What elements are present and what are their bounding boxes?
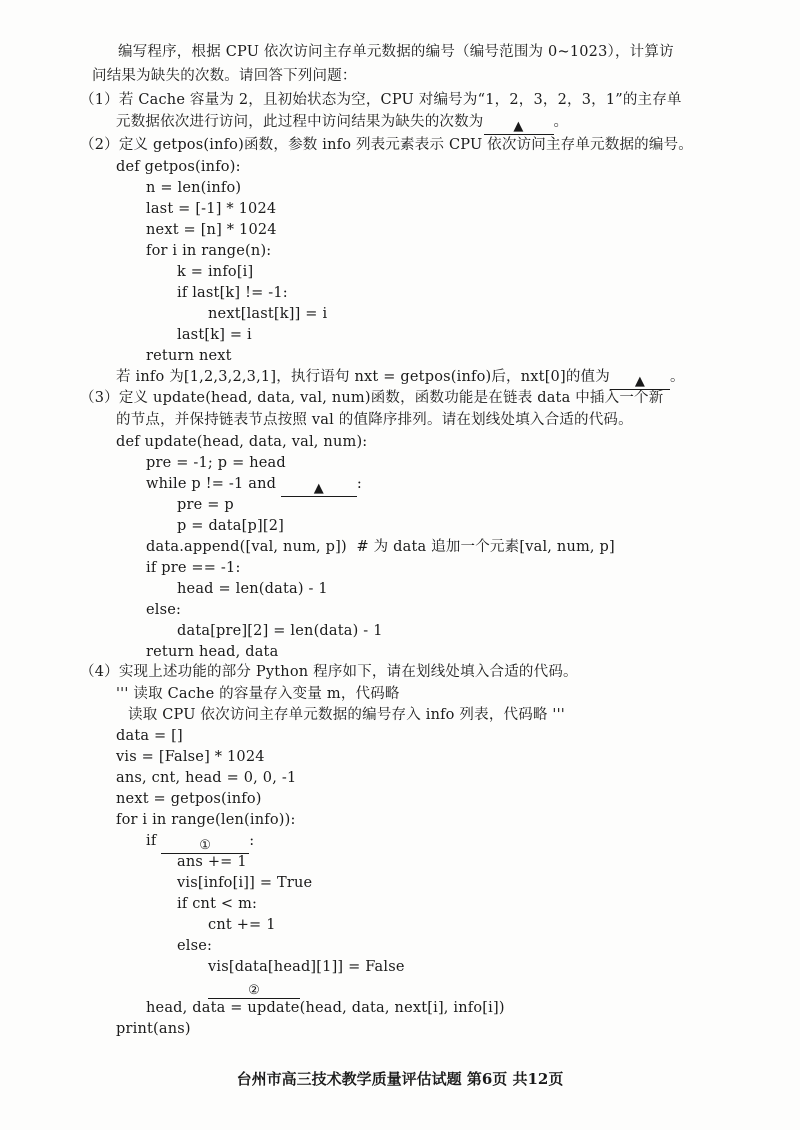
q2-after-prefix: 若 info 为[1,2,3,2,3,1]，执行语句 nxt = getpos(info)后，nxt[0]的值为 — [116, 369, 610, 385]
q1-answer-blank[interactable] — [484, 116, 554, 135]
q1-line-2-prefix: 元数据依次进行访问，此过程中访问结果为缺失的次数为 — [116, 114, 484, 130]
q4-if-prefix: if — [146, 833, 162, 849]
intro-line-1: 编写程序，根据 CPU 依次访问主存单元数据的编号（编号范围为 0~1023），计算访 — [118, 44, 674, 60]
q1-line-2 — [116, 112, 568, 135]
q2-after-line — [116, 367, 685, 390]
q4-blank-2[interactable] — [208, 980, 300, 999]
q4-code-line: ans += 1 — [177, 854, 247, 870]
triangle-icon: ▲ — [634, 374, 646, 389]
q2-after-suffix: 。 — [669, 369, 685, 385]
q4-code-line: vis[data[head][1]] = False — [208, 959, 405, 975]
triangle-icon: ▲ — [313, 481, 324, 496]
q2-code-line: k = info[i] — [177, 264, 254, 280]
q3-code-line: data[pre][2] = len(data) - 1 — [177, 623, 383, 639]
q4-code-line: vis = [False] * 1024 — [116, 749, 265, 765]
q4-code-line: else: — [177, 938, 213, 954]
q3-while-prefix: while p != -1 and — [146, 476, 281, 492]
blank-number-1: ① — [199, 838, 212, 853]
q3-code-line: if pre == -1: — [146, 560, 241, 576]
q2-line-1: （2）定义 getpos(info)函数，参数 info 列表元素表示 CPU 依次访问主存单元数据的编号。 — [80, 137, 693, 153]
q4-code-line: vis[info[i]] = True — [177, 875, 313, 891]
q1-line-2-suffix: 。 — [553, 114, 569, 130]
q3-code-line: def update(head, data, val, num): — [116, 434, 368, 450]
q2-code-line: next = [n] * 1024 — [146, 222, 277, 238]
q1-line-1: （1）若 Cache 容量为 2，且初始状态为空，CPU 对编号为“1，2，3，2，3，1”的主存单 — [80, 92, 682, 108]
q3-code-line: p = data[p][2] — [177, 518, 284, 534]
q4-code-line: for i in range(len(info)): — [116, 812, 296, 828]
q2-code-line: next[last[k]] = i — [208, 306, 328, 322]
q2-code-line: last[k] = i — [177, 327, 252, 343]
q4-blank-2-line — [208, 976, 300, 999]
q3-while-suffix: : — [356, 476, 362, 492]
page-footer: 台州市高三技术教学质量评估试题 第6页 共12页 — [236, 1070, 564, 1088]
q3-code-line: else: — [146, 602, 182, 618]
q4-line-1: （4）实现上述功能的部分 Python 程序如下，请在划线处填入合适的代码。 — [80, 664, 578, 680]
q3-code-line: return head, data — [146, 644, 279, 660]
q3-code-line: data.append([val, num, p]) # 为 data 追加一个元素[val, num, p] — [146, 539, 615, 555]
q3-code-line: head = len(data) - 1 — [177, 581, 328, 597]
q4-code-line: next = getpos(info) — [116, 791, 262, 807]
q4-code-line: print(ans) — [116, 1021, 191, 1037]
q2-code-line: last = [-1] * 1024 — [146, 201, 277, 217]
q3-line-1: （3）定义 update(head, data, val, num)函数，函数功能是在链表 data 中插入一个新 — [80, 390, 664, 406]
q4-code-line: ans, cnt, head = 0, 0, -1 — [116, 770, 297, 786]
blank-number-2: ② — [248, 983, 260, 998]
triangle-icon: ▲ — [513, 119, 524, 134]
q4-code-line: data = [] — [116, 728, 183, 744]
intro-line-2: 问结果为缺失的次数。请回答下列问题： — [92, 68, 357, 84]
q4-code-line: if cnt < m: — [177, 896, 258, 912]
q4-if-suffix: : — [249, 833, 255, 849]
q2-code-line: for i in range(n): — [146, 243, 272, 259]
q4-comment-line-2: 读取 CPU 依次访问主存单元数据的编号存入 info 列表，代码略 ''' — [128, 707, 565, 723]
q4-code-line: head, data = update(head, data, next[i], info[i]) — [146, 1000, 505, 1016]
q3-answer-blank[interactable] — [281, 478, 357, 497]
q2-code-line: n = len(info) — [146, 180, 242, 196]
q3-line-2: 的节点，并保持链表节点按照 val 的值降序排列。请在划线处填入合适的代码。 — [116, 412, 633, 428]
q3-code-line — [146, 474, 362, 497]
q2-code-line: def getpos(info): — [116, 159, 241, 175]
q2-code-line: if last[k] != -1: — [177, 285, 288, 301]
q4-comment-line-1: ''' 读取 Cache 的容量存入变量 m，代码略 — [116, 686, 400, 702]
q3-code-line: pre = -1; p = head — [146, 455, 286, 471]
q2-code-line: return next — [146, 348, 232, 364]
q4-code-line: cnt += 1 — [208, 917, 276, 933]
q3-code-line: pre = p — [177, 497, 234, 513]
q4-code-line — [146, 831, 254, 854]
